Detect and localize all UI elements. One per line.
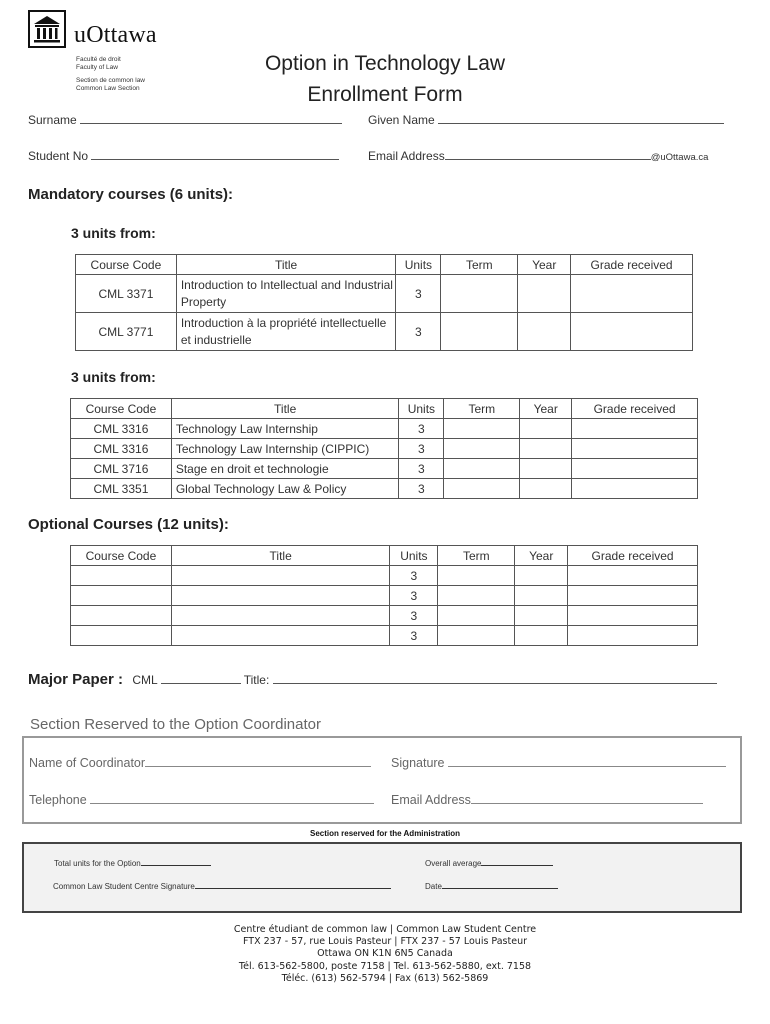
- course-title-cell[interactable]: [171, 586, 390, 606]
- term-cell[interactable]: [438, 606, 515, 626]
- column-header-code: Course Code: [76, 255, 177, 275]
- term-cell[interactable]: [444, 419, 520, 439]
- form-title-line1: Option in Technology Law: [264, 52, 506, 75]
- surname-label: Surname: [28, 113, 77, 127]
- major-paper-title-label: Title:: [243, 673, 270, 687]
- admin-section-box: [22, 842, 742, 913]
- course-code-cell: CML 3351: [71, 479, 172, 499]
- column-header-year: Year: [520, 399, 572, 419]
- coordinator-name-label: Name of Coordinator: [29, 756, 146, 770]
- grade-cell[interactable]: [568, 586, 698, 606]
- course-title-cell: Global Technology Law & Policy: [171, 479, 399, 499]
- coordinator-section-box: [22, 736, 742, 824]
- term-cell[interactable]: [438, 586, 515, 606]
- footer-line: Centre étudiant de common law | Common Law Student Centre: [233, 924, 537, 935]
- course-title-cell: Technology Law Internship (CIPPIC): [171, 439, 399, 459]
- student-no-field[interactable]: [28, 149, 339, 163]
- mandatory-group2-table: [70, 398, 698, 499]
- column-header-grade: Grade received: [568, 546, 698, 566]
- grade-cell[interactable]: [568, 626, 698, 646]
- mandatory-heading: Mandatory courses (6 units):: [28, 186, 234, 203]
- coordinator-email-label: Email Address: [391, 793, 471, 807]
- overall-average-field[interactable]: [425, 859, 553, 868]
- units-cell: 3: [390, 566, 438, 586]
- email-suffix: @uOttawa.ca: [650, 152, 709, 163]
- total-units-input-line[interactable]: [141, 859, 211, 866]
- university-building-icon: [28, 10, 66, 48]
- footer-line: Téléc. (613) 562-5794 | Fax (613) 562-5869: [281, 972, 489, 984]
- column-header-grade: Grade received: [571, 255, 693, 275]
- footer-address: [0, 924, 770, 985]
- units-cell: 3: [390, 626, 438, 646]
- grade-cell[interactable]: [571, 275, 693, 313]
- units-cell: 3: [399, 479, 444, 499]
- coordinator-name-field[interactable]: [29, 756, 371, 770]
- column-header-term: Term: [438, 546, 515, 566]
- term-cell[interactable]: [444, 479, 520, 499]
- major-paper-row: [28, 671, 717, 688]
- coordinator-email-field[interactable]: [391, 793, 703, 807]
- year-cell[interactable]: [518, 275, 571, 313]
- column-header-title: Title: [176, 255, 396, 275]
- column-header-units: Units: [390, 546, 438, 566]
- grade-cell[interactable]: [572, 419, 698, 439]
- column-header-code: Course Code: [71, 546, 172, 566]
- coordinator-signature-input-line[interactable]: [448, 756, 726, 767]
- student-no-input-line[interactable]: [91, 149, 339, 160]
- year-cell[interactable]: [520, 439, 572, 459]
- column-header-units: Units: [399, 399, 444, 419]
- logo-faculty-fr: Faculté de droit: [76, 56, 121, 63]
- logo-wordmark: uOttawa: [74, 22, 157, 48]
- year-cell[interactable]: [520, 459, 572, 479]
- logo-faculty-en: Faculty of Law: [76, 64, 118, 71]
- form-title-line2: Enrollment Form: [307, 83, 463, 106]
- admin-date-label: Date: [425, 882, 442, 891]
- coordinator-telephone-field[interactable]: [29, 793, 374, 807]
- course-code-cell: CML 3771: [76, 313, 177, 351]
- table-row: [76, 275, 693, 313]
- year-cell[interactable]: [515, 566, 568, 586]
- footer-line: FTX 237 - 57, rue Louis Pasteur | FTX 237 - 57 Louis Pasteur: [243, 936, 527, 948]
- year-cell[interactable]: [518, 313, 571, 351]
- column-header-term: Term: [441, 255, 518, 275]
- column-header-grade: Grade received: [572, 399, 698, 419]
- column-header-year: Year: [515, 546, 568, 566]
- units-cell: 3: [390, 586, 438, 606]
- units-cell: 3: [396, 275, 441, 313]
- course-title-cell: Technology Law Internship: [171, 419, 399, 439]
- table-header-row: [71, 399, 698, 419]
- grade-cell[interactable]: [571, 313, 693, 351]
- email-label: Email Address: [368, 149, 445, 163]
- coordinator-telephone-label: Telephone: [29, 793, 87, 807]
- admin-date-field[interactable]: [425, 882, 558, 891]
- year-cell[interactable]: [515, 586, 568, 606]
- optional-courses-table: [70, 545, 698, 646]
- table-row: [71, 626, 698, 646]
- term-cell[interactable]: [441, 313, 518, 351]
- grade-cell[interactable]: [568, 606, 698, 626]
- course-title-cell: Stage en droit et technologie: [171, 459, 399, 479]
- course-title-cell[interactable]: [171, 566, 390, 586]
- course-code-cell[interactable]: [71, 586, 172, 606]
- column-header-title: Title: [171, 546, 390, 566]
- year-cell[interactable]: [515, 626, 568, 646]
- surname-input-line[interactable]: [80, 113, 342, 124]
- total-units-label: Total units for the Option: [54, 859, 141, 868]
- overall-average-label: Overall average: [425, 859, 482, 868]
- mandatory-group2-heading: 3 units from:: [71, 369, 156, 385]
- student-no-label: Student No: [28, 149, 89, 163]
- footer-line: Tél. 613-562-5800, poste 7158 | Tel. 613-562-5880, ext. 7158: [238, 960, 532, 972]
- course-code-cell[interactable]: [71, 626, 172, 646]
- table-row: [71, 479, 698, 499]
- coordinator-section-heading: Section Reserved to the Option Coordinator: [30, 716, 321, 733]
- column-header-code: Course Code: [71, 399, 172, 419]
- given-name-label: Given Name: [368, 113, 435, 127]
- major-paper-cml-input-line[interactable]: [161, 673, 241, 684]
- course-code-cell: CML 3371: [76, 275, 177, 313]
- units-cell: 3: [399, 439, 444, 459]
- course-code-cell[interactable]: [71, 566, 172, 586]
- course-code-cell: CML 3316: [71, 419, 172, 439]
- year-cell[interactable]: [520, 419, 572, 439]
- coordinator-name-input-line[interactable]: [145, 756, 371, 767]
- term-cell[interactable]: [444, 439, 520, 459]
- grade-cell[interactable]: [572, 459, 698, 479]
- course-title-cell[interactable]: [171, 606, 390, 626]
- column-header-title: Title: [171, 399, 399, 419]
- units-cell: 3: [399, 459, 444, 479]
- year-cell[interactable]: [515, 606, 568, 626]
- table-row: [71, 606, 698, 626]
- coordinator-email-input-line[interactable]: [471, 793, 703, 804]
- grade-cell[interactable]: [568, 566, 698, 586]
- admin-section-heading: Section reserved for the Administration: [310, 829, 460, 838]
- given-name-field[interactable]: [368, 113, 724, 127]
- coordinator-signature-field[interactable]: [391, 756, 726, 770]
- coordinator-telephone-input-line[interactable]: [90, 793, 374, 804]
- course-code-cell: CML 3316: [71, 439, 172, 459]
- table-row: [76, 313, 693, 351]
- table-row: [71, 439, 698, 459]
- term-cell[interactable]: [438, 566, 515, 586]
- year-cell[interactable]: [520, 479, 572, 499]
- course-title-cell: Introduction à la propriété intellectuelle et industrielle: [176, 313, 396, 351]
- table-header-row: [71, 546, 698, 566]
- course-code-cell[interactable]: [71, 606, 172, 626]
- term-cell[interactable]: [441, 275, 518, 313]
- overall-average-input-line[interactable]: [481, 859, 553, 866]
- units-cell: 3: [390, 606, 438, 626]
- total-units-field[interactable]: [54, 859, 211, 868]
- grade-cell[interactable]: [572, 479, 698, 499]
- term-cell[interactable]: [438, 626, 515, 646]
- given-name-input-line[interactable]: [438, 113, 724, 124]
- column-header-year: Year: [518, 255, 571, 275]
- centre-signature-label: Common Law Student Centre Signature: [53, 882, 195, 891]
- term-cell[interactable]: [444, 459, 520, 479]
- table-header-row: [76, 255, 693, 275]
- centre-signature-input-line[interactable]: [195, 882, 391, 889]
- centre-signature-field[interactable]: [53, 882, 391, 891]
- optional-heading: Optional Courses (12 units):: [28, 516, 229, 533]
- course-title-cell: Introduction to Intellectual and Industrial Property: [176, 275, 396, 313]
- course-code-cell: CML 3716: [71, 459, 172, 479]
- table-row: [71, 566, 698, 586]
- admin-date-input-line[interactable]: [442, 882, 558, 889]
- mandatory-group1-heading: 3 units from:: [71, 225, 156, 241]
- table-row: [71, 586, 698, 606]
- major-paper-label: Major Paper :: [28, 671, 124, 688]
- major-paper-title-input-line[interactable]: [273, 673, 717, 684]
- form-title: [230, 48, 540, 110]
- logo-section-fr: Section de common law: [76, 77, 146, 84]
- course-title-cell[interactable]: [171, 626, 390, 646]
- table-row: [71, 459, 698, 479]
- table-row: [71, 419, 698, 439]
- units-cell: 3: [396, 313, 441, 351]
- mandatory-group1-table: [75, 254, 693, 351]
- units-cell: 3: [399, 419, 444, 439]
- coordinator-signature-label: Signature: [391, 756, 445, 770]
- major-paper-cml-label: CML: [132, 673, 158, 687]
- surname-field[interactable]: [28, 113, 342, 127]
- email-input-line[interactable]: [445, 149, 651, 160]
- footer-line: Ottawa ON K1N 6N5 Canada: [317, 948, 453, 960]
- column-header-units: Units: [396, 255, 441, 275]
- logo-section-en: Common Law Section: [76, 85, 140, 92]
- column-header-term: Term: [444, 399, 520, 419]
- grade-cell[interactable]: [572, 439, 698, 459]
- email-field[interactable]: [368, 149, 708, 163]
